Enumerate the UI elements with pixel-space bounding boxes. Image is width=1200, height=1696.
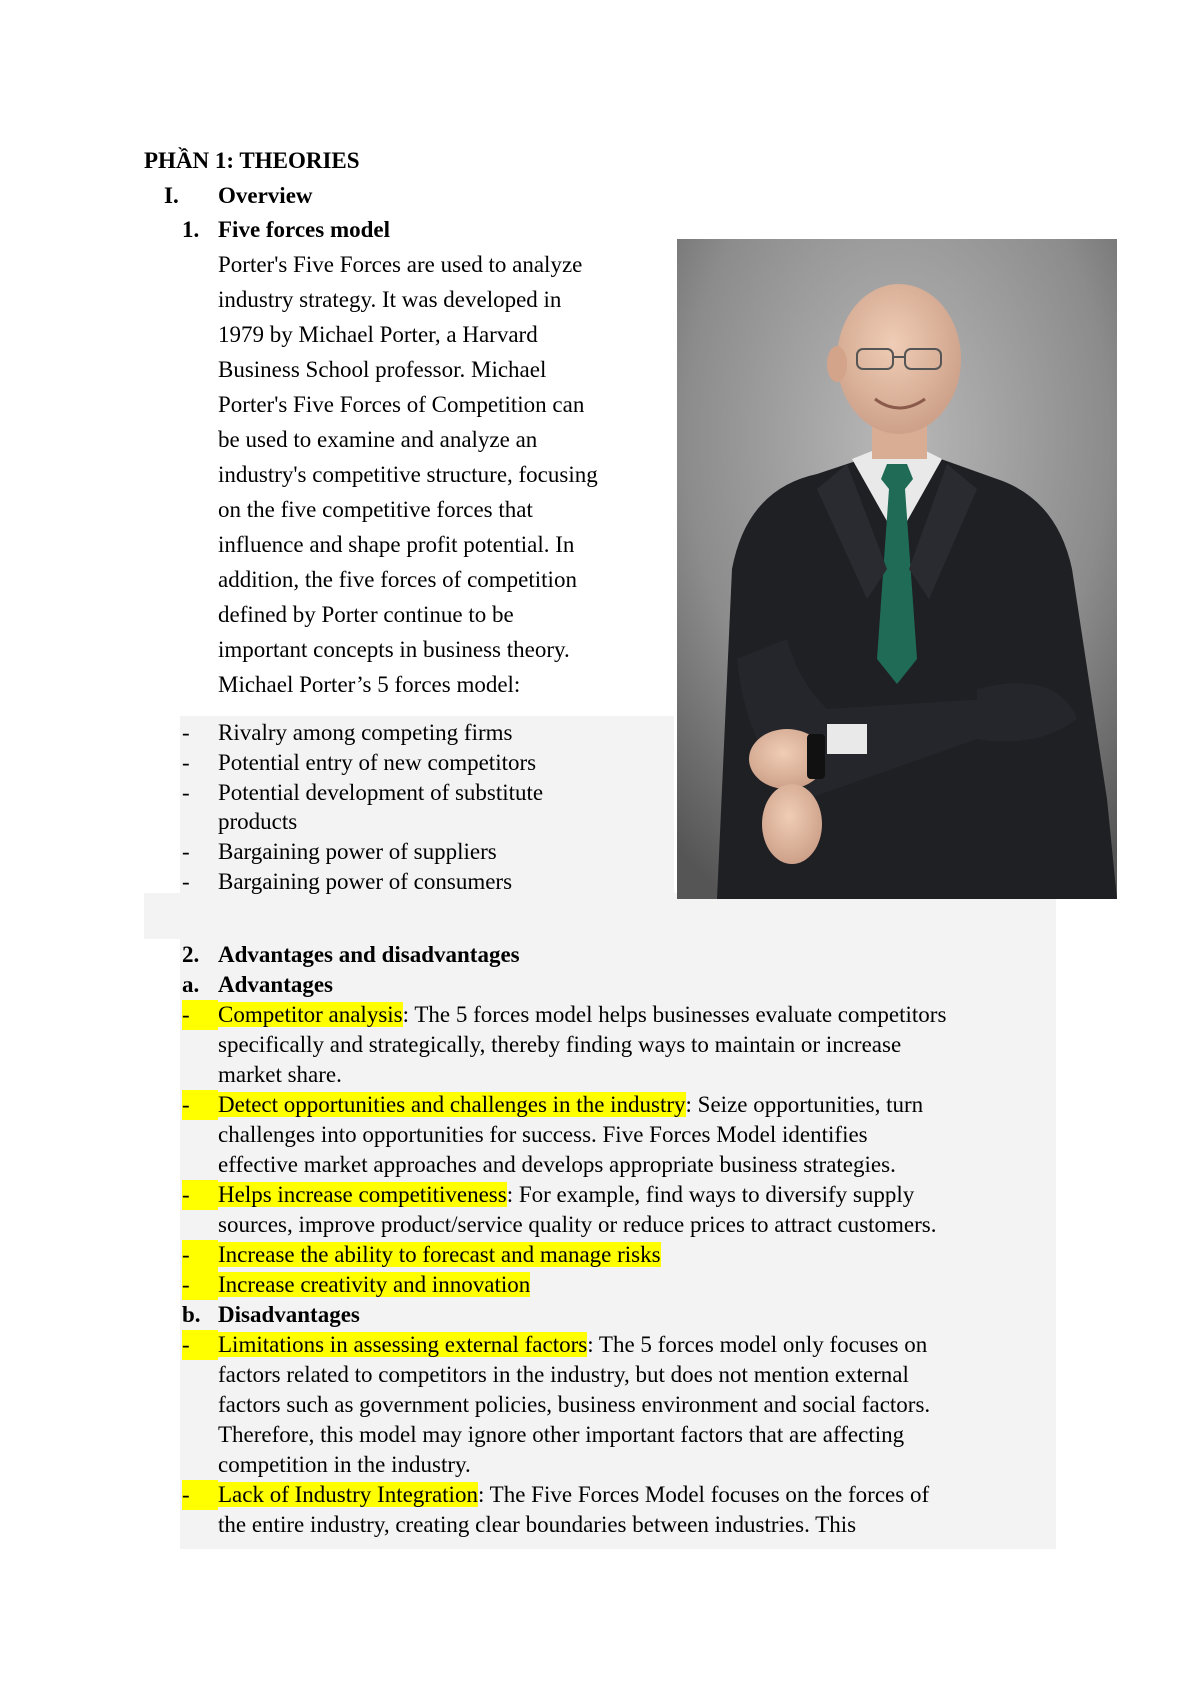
list-dash: - bbox=[182, 1180, 218, 1210]
highlighted-term: Increase the ability to forecast and manage risks bbox=[218, 1242, 661, 1267]
highlighted-term: Detect opportunities and challenges in the industry bbox=[218, 1092, 686, 1117]
list-letter: b. bbox=[182, 1302, 201, 1327]
list-dash: - bbox=[182, 839, 190, 864]
list-dash: - bbox=[182, 1240, 218, 1270]
paragraph-line: defined by Porter continue to be bbox=[218, 602, 514, 627]
paragraph-line: on the five competitive forces that bbox=[218, 497, 533, 522]
list-item: Rivalry among competing firms bbox=[218, 720, 513, 745]
disadvantages-heading: Disadvantages bbox=[218, 1302, 360, 1327]
item-continuation: factors such as government policies, business environment and social factors. bbox=[218, 1392, 931, 1417]
highlighted-term: Competitor analysis bbox=[218, 1002, 403, 1027]
item-continuation: market share. bbox=[218, 1062, 342, 1087]
paragraph-line: industry's competitive structure, focusing bbox=[218, 462, 598, 487]
section-title: Overview bbox=[218, 183, 313, 208]
highlighted-term: Limitations in assessing external factors bbox=[218, 1332, 588, 1357]
list-dash: - bbox=[182, 869, 190, 894]
paragraph-line: Porter's Five Forces are used to analyze bbox=[218, 252, 583, 277]
paragraph-line: 1979 by Michael Porter, a Harvard bbox=[218, 322, 538, 347]
paragraph-line: Business School professor. Michael bbox=[218, 357, 547, 382]
list-letter: a. bbox=[182, 972, 200, 997]
shaded-block-gap bbox=[144, 893, 180, 939]
page-heading: PHẦN 1: THEORIES bbox=[144, 148, 360, 173]
section-marker: I. bbox=[164, 183, 179, 208]
item-continuation: the entire industry, creating clear boundaries between industries. This bbox=[218, 1512, 857, 1537]
item-text: : For example, find ways to diversify supply bbox=[506, 1182, 915, 1207]
item-continuation: Therefore, this model may ignore other important factors that are affecting bbox=[218, 1422, 905, 1447]
paragraph-line: Porter's Five Forces of Competition can bbox=[218, 392, 585, 417]
list-item bbox=[218, 1240, 661, 1270]
paragraph-line: Michael Porter’s 5 forces model: bbox=[218, 672, 521, 697]
list-item bbox=[218, 1090, 923, 1120]
list-item: Bargaining power of suppliers bbox=[218, 839, 497, 864]
paragraph-line: important concepts in business theory. bbox=[218, 637, 570, 662]
advantages-heading: Advantages bbox=[218, 972, 334, 997]
list-item bbox=[218, 1480, 929, 1510]
list-item: Potential entry of new competitors bbox=[218, 750, 537, 775]
highlighted-term: Helps increase competitiveness bbox=[218, 1182, 507, 1207]
item-continuation: factors related to competitors in the industry, but does not mention external bbox=[218, 1362, 909, 1387]
highlighted-term: Increase creativity and innovation bbox=[218, 1272, 531, 1297]
item-continuation: competition in the industry. bbox=[218, 1452, 471, 1477]
list-item bbox=[218, 1330, 927, 1360]
list-dash: - bbox=[182, 750, 190, 775]
subsection-title: Five forces model bbox=[218, 217, 391, 242]
subsection-marker: 1. bbox=[182, 217, 200, 242]
list-item bbox=[218, 1270, 530, 1300]
item-continuation: specifically and strategically, thereby finding ways to maintain or increase bbox=[218, 1032, 902, 1057]
list-item bbox=[218, 1180, 914, 1210]
highlighted-term: Lack of Industry Integration bbox=[218, 1482, 478, 1507]
subsection-title: Advantages and disadvantages bbox=[218, 942, 520, 967]
item-text: : The 5 forces model only focuses on bbox=[587, 1332, 928, 1357]
subsection-marker: 2. bbox=[182, 942, 200, 967]
list-item: products bbox=[218, 809, 298, 834]
list-dash: - bbox=[182, 1480, 218, 1510]
list-dash: - bbox=[182, 1000, 218, 1030]
item-text: : The Five Forces Model focuses on the forces of bbox=[477, 1482, 930, 1507]
paragraph-line: influence and shape profit potential. In bbox=[218, 532, 575, 557]
paragraph-line: industry strategy. It was developed in bbox=[218, 287, 562, 312]
list-dash: - bbox=[182, 1090, 218, 1120]
item-continuation: effective market approaches and develops appropriate business strategies. bbox=[218, 1152, 896, 1177]
list-item bbox=[218, 1000, 946, 1030]
paragraph-line: be used to examine and analyze an bbox=[218, 427, 538, 452]
list-item: Potential development of substitute bbox=[218, 780, 544, 805]
list-item: Bargaining power of consumers bbox=[218, 869, 513, 894]
list-dash: - bbox=[182, 1270, 218, 1300]
item-text: : The 5 forces model helps businesses evaluate competitors bbox=[402, 1002, 947, 1027]
portrait-photo bbox=[677, 239, 1117, 899]
list-dash: - bbox=[182, 780, 190, 805]
paragraph-line: addition, the five forces of competition bbox=[218, 567, 577, 592]
item-text: : Seize opportunities, turn bbox=[685, 1092, 924, 1117]
list-dash: - bbox=[182, 1330, 218, 1360]
item-continuation: challenges into opportunities for success. Five Forces Model identifies bbox=[218, 1122, 868, 1147]
list-dash: - bbox=[182, 720, 190, 745]
item-continuation: sources, improve product/service quality or reduce prices to attract customers. bbox=[218, 1212, 937, 1237]
